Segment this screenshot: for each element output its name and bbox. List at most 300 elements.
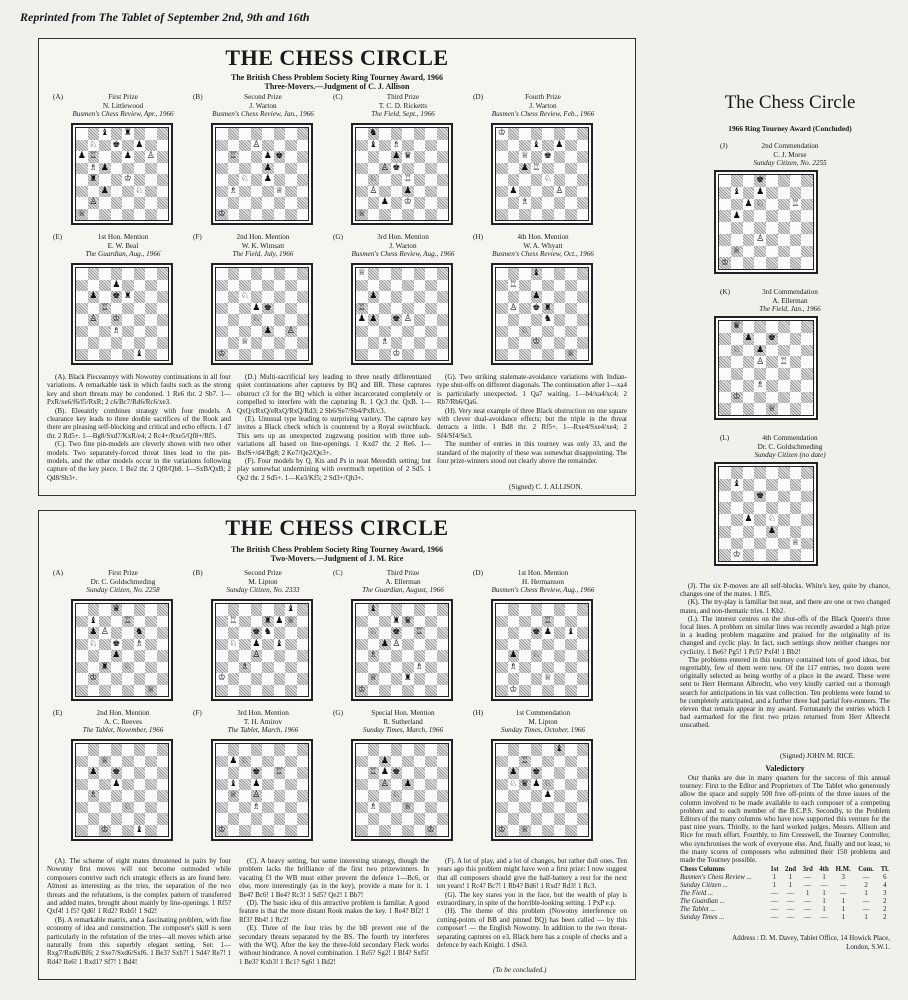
- board-square: [379, 349, 391, 361]
- board-square: [262, 662, 274, 674]
- board-square: [778, 199, 790, 211]
- chess-piece-icon: ♚: [392, 314, 401, 325]
- top-text-col2: (D.) Multi-sacrificial key leading to three neatly differentiated quiet continuations after captures by BQ and BR. These captures obstruct c3 for the BQ which is either incarcerated completely or compelled to interfere with the capturing R. 1 Qc3 thr. QxB. 1—QxQ/cRxQ/eRxQ/RxQ/Rd3; 2 Sb6/Se7/Sb4/PxR/c3. (E). Unusual type leading to surprising variety. The capture key invites a Black check which is countered by a Royal switchback. This sets up an unexpected zugzwang position with three sub-variations all based on line-openings. 1 Kxd7 thr. 2 Re6. 1—BxfS+/d4/Bg8; 2 Ke7/Qe2/Qe3+. (F). Four models by Q, Kts and Ps in neat Meredith setting; but play somewhat undermining with overmuch repetition of 2 Sd5. 1 Qe2 thr. 2 Sd5+. 1—Ke3/Kf5; 2 Sd3+/Qh3+.: [237, 373, 431, 482]
- board-square: [145, 650, 157, 662]
- board-square: [111, 767, 123, 779]
- chess-piece-icon: ♟: [263, 162, 272, 173]
- board-square: [425, 767, 437, 779]
- chess-piece-icon: ♘: [732, 344, 741, 355]
- board-square: [519, 314, 531, 326]
- board-square: [743, 210, 755, 222]
- chess-piece-icon: ♝: [566, 627, 575, 638]
- board-square: [766, 333, 778, 345]
- board-square: [157, 756, 169, 768]
- board-square: [216, 291, 228, 303]
- board-square: [554, 813, 566, 825]
- board-square: [145, 291, 157, 303]
- board-square: [88, 163, 100, 175]
- board-square: [801, 321, 813, 333]
- board-square: [531, 303, 543, 315]
- table-cell: 1: [864, 890, 868, 897]
- board-square: [88, 280, 100, 292]
- board-square: [134, 337, 146, 349]
- board-square: [285, 280, 297, 292]
- board-square: [134, 627, 146, 639]
- board-square: [577, 349, 589, 361]
- board-square: [297, 673, 309, 685]
- board-square: [356, 151, 368, 163]
- board-square: [285, 268, 297, 280]
- board-square: [145, 790, 157, 802]
- board-square: [577, 662, 589, 674]
- table-cell: 1: [822, 906, 826, 913]
- board-square: [496, 268, 508, 280]
- bottom-panel: [38, 510, 636, 980]
- board-square: [554, 291, 566, 303]
- chess-piece-icon: ♟: [756, 187, 765, 198]
- chess-piece-icon: ♕: [77, 208, 86, 219]
- board-square: [731, 246, 743, 258]
- board-square: [88, 767, 100, 779]
- board-square: [285, 685, 297, 697]
- board-square: [519, 604, 531, 616]
- board-square: [285, 140, 297, 152]
- chess-diagram: [351, 263, 453, 365]
- chess-piece-icon: ♘: [229, 638, 238, 649]
- board-square: [99, 326, 111, 338]
- chess-piece-icon: ♖: [229, 615, 238, 626]
- board-square: [297, 779, 309, 791]
- chess-piece-icon: ♖: [532, 162, 541, 173]
- board-square: [274, 303, 286, 315]
- table-cell: 1: [822, 874, 826, 881]
- chess-piece-icon: ♝: [135, 348, 144, 359]
- table-cell: 2: [883, 914, 887, 921]
- chess-piece-icon: ♖: [415, 627, 424, 638]
- board-square: [731, 549, 743, 561]
- board-square: [542, 291, 554, 303]
- board-square: [228, 337, 240, 349]
- board-square: [88, 639, 100, 651]
- board-square: [262, 349, 274, 361]
- chess-piece-icon: ♗: [89, 790, 98, 801]
- board-square: [519, 268, 531, 280]
- board-square: [790, 502, 802, 514]
- board-square: [76, 163, 88, 175]
- board-square: [379, 744, 391, 756]
- board-square: [425, 209, 437, 221]
- board-square: [577, 209, 589, 221]
- board-square: [766, 246, 778, 258]
- board-square: [508, 128, 520, 140]
- board-square: [554, 128, 566, 140]
- problem-award: 1st Hon. Mention: [97, 233, 149, 241]
- board-square: [391, 303, 403, 315]
- board-square: [76, 140, 88, 152]
- board-square: [99, 756, 111, 768]
- chess-diagram: [71, 599, 173, 701]
- board-square: [262, 303, 274, 315]
- board-square: [285, 326, 297, 338]
- board-square: [766, 356, 778, 368]
- chess-piece-icon: ♔: [532, 337, 541, 348]
- board-square: [145, 685, 157, 697]
- board-square: [425, 604, 437, 616]
- board-square: [356, 209, 368, 221]
- board-square: [731, 257, 743, 269]
- board-square: [391, 337, 403, 349]
- board-square: [391, 616, 403, 628]
- board-square: [99, 767, 111, 779]
- board-square: [76, 349, 88, 361]
- board-square: [297, 685, 309, 697]
- top-text-col3: (G). Two striking stalemate-avoidance variations with Indian-type shut-offs on different diagonals. The continuation after 1—xa4 is particularly unexpected. 1 Qa7 waiting. 1—b4/xa4/xc4; 2 Rb7/Rb6/Qa6. (H). Very neat example of three Black obstruction on one square with clever dual-avoidance effects; but the triple in the threat detracts a little. 1 Bd8 thr. 2 Rf5+. 1—Rxe4/Sxe4/xe4; 2 Sf4/Sf4/Se3. The number of entries in this tourney was only 33, and the standard of the majority of these was somewhat disappointing. The four prize-winners stood out clearly above the remainder.: [437, 373, 627, 466]
- table-cell: Sunday Times ...: [680, 914, 725, 921]
- chess-diagram: [71, 263, 173, 365]
- board-square: [531, 128, 543, 140]
- right-title: The Chess Circle: [724, 92, 856, 113]
- board-square: [496, 186, 508, 198]
- chess-piece-icon: ♘: [520, 325, 529, 336]
- board-square: [262, 779, 274, 791]
- chess-piece-icon: ♟: [520, 162, 529, 173]
- board-square: [122, 209, 134, 221]
- board-square: [508, 802, 520, 814]
- board-square: [379, 197, 391, 209]
- chess-piece-icon: ♝: [229, 778, 238, 789]
- board-square: [437, 744, 449, 756]
- board-square: [554, 174, 566, 186]
- board-square: [577, 140, 589, 152]
- table-cell: 1: [806, 890, 810, 897]
- board-square: [790, 257, 802, 269]
- board-square: [402, 744, 414, 756]
- board-square: [379, 337, 391, 349]
- board-square: [754, 333, 766, 345]
- problem-award: 3rd Commendation: [762, 288, 818, 296]
- board-square: [379, 604, 391, 616]
- board-square: [719, 467, 731, 479]
- board-square: [122, 326, 134, 338]
- board-square: [228, 825, 240, 837]
- board-square: [743, 222, 755, 234]
- board-square: [122, 197, 134, 209]
- board-square: [577, 744, 589, 756]
- board-square: [391, 151, 403, 163]
- board-square: [496, 662, 508, 674]
- chess-piece-icon: ♖: [543, 615, 552, 626]
- board-square: [743, 321, 755, 333]
- problem-composer: Dr. C. Goldschmeding: [90, 577, 156, 586]
- board-square: [743, 234, 755, 246]
- board-square: [565, 174, 577, 186]
- board-square: [76, 337, 88, 349]
- board-square: [402, 280, 414, 292]
- board-square: [145, 163, 157, 175]
- table-cell: Busmen's Chess Review ...: [680, 874, 752, 881]
- board-square: [251, 174, 263, 186]
- board-square: [285, 756, 297, 768]
- board-square: [228, 186, 240, 198]
- chess-piece-icon: ♖: [357, 302, 366, 313]
- board-square: [122, 825, 134, 837]
- board-square: [790, 526, 802, 538]
- board-square: [731, 210, 743, 222]
- problem-composer: A. C. Reeves: [104, 717, 142, 726]
- board-square: [356, 767, 368, 779]
- board-square: [134, 779, 146, 791]
- board-square: [251, 337, 263, 349]
- board-square: [76, 151, 88, 163]
- board-square: [356, 685, 368, 697]
- board-square: [157, 291, 169, 303]
- board-square: [402, 291, 414, 303]
- board-square: [134, 209, 146, 221]
- board-square: [99, 627, 111, 639]
- board-square: [379, 767, 391, 779]
- board-square: [368, 128, 380, 140]
- board-square: [790, 479, 802, 491]
- board-square: [99, 349, 111, 361]
- board-square: [76, 767, 88, 779]
- board-square: [262, 650, 274, 662]
- board-square: [414, 790, 426, 802]
- board-square: [88, 197, 100, 209]
- board-square: [391, 650, 403, 662]
- board-square: [274, 744, 286, 756]
- board-square: [251, 650, 263, 662]
- board-square: [542, 326, 554, 338]
- chess-diagram: [71, 123, 173, 225]
- reprint-header: Reprinted from The Tablet of September 2nd, 9th and 16th: [20, 10, 310, 24]
- board-square: [356, 650, 368, 662]
- board-square: [414, 639, 426, 651]
- board-square: [228, 303, 240, 315]
- board-square: [239, 802, 251, 814]
- board-square: [216, 186, 228, 198]
- board-square: [554, 163, 566, 175]
- chess-piece-icon: ♟: [252, 302, 261, 313]
- board-square: [496, 779, 508, 791]
- board-square: [743, 538, 755, 550]
- board-square: [496, 174, 508, 186]
- board-square: [731, 467, 743, 479]
- board-square: [519, 326, 531, 338]
- board-square: [766, 199, 778, 211]
- board-square: [368, 802, 380, 814]
- board-square: [565, 673, 577, 685]
- board-square: [496, 685, 508, 697]
- board-square: [577, 779, 589, 791]
- board-square: [391, 685, 403, 697]
- board-square: [554, 604, 566, 616]
- board-square: [778, 526, 790, 538]
- board-square: [565, 349, 577, 361]
- board-square: [251, 616, 263, 628]
- problem-caption: [720, 288, 860, 314]
- board-square: [88, 291, 100, 303]
- problem-award: 3rd Hon. Mention: [237, 709, 289, 717]
- table-cell: 1: [841, 914, 845, 921]
- problem-composer: N. Littlewood: [102, 101, 144, 110]
- board-square: [157, 767, 169, 779]
- board-square: [754, 234, 766, 246]
- board-square: [542, 280, 554, 292]
- board-square: [76, 209, 88, 221]
- board-square: [391, 291, 403, 303]
- board-square: [368, 209, 380, 221]
- board-square: [414, 673, 426, 685]
- board-square: [285, 813, 297, 825]
- problem-award: 2nd Hon. Mention: [96, 709, 150, 717]
- board-square: [368, 673, 380, 685]
- board-square: [145, 604, 157, 616]
- board-square: [145, 825, 157, 837]
- board-square: [274, 767, 286, 779]
- board-square: [145, 673, 157, 685]
- board-square: [76, 174, 88, 186]
- board-square: [134, 673, 146, 685]
- board-square: [368, 291, 380, 303]
- board-square: [414, 140, 426, 152]
- board-square: [519, 825, 531, 837]
- board-square: [134, 756, 146, 768]
- chess-piece-icon: ♘: [252, 314, 261, 325]
- board-square: [531, 314, 543, 326]
- board-square: [111, 140, 123, 152]
- board-square: [76, 779, 88, 791]
- chess-diagram: [351, 739, 453, 841]
- board-square: [743, 467, 755, 479]
- table-cell: —: [862, 906, 870, 913]
- chess-piece-icon: ♔: [426, 824, 435, 835]
- board-square: [99, 639, 111, 651]
- chess-piece-icon: ♟: [89, 627, 98, 638]
- board-square: [262, 639, 274, 651]
- problem-source: Busmen's Chess Review, Aug., 1966: [351, 250, 455, 259]
- board-square: [565, 291, 577, 303]
- board-square: [519, 163, 531, 175]
- board-square: [508, 186, 520, 198]
- board-square: [145, 802, 157, 814]
- board-square: [496, 767, 508, 779]
- board-square: [565, 662, 577, 674]
- board-square: [565, 280, 577, 292]
- board-square: [122, 685, 134, 697]
- board-square: [379, 128, 391, 140]
- board-square: [111, 779, 123, 791]
- board-square: [368, 813, 380, 825]
- chess-piece-icon: ♚: [252, 767, 261, 778]
- board-square: [508, 639, 520, 651]
- board-square: [99, 802, 111, 814]
- board-square: [565, 604, 577, 616]
- board-square: [239, 744, 251, 756]
- board-square: [356, 673, 368, 685]
- board-square: [519, 280, 531, 292]
- chess-piece-icon: ♝: [286, 604, 295, 615]
- board-square: [496, 825, 508, 837]
- board-square: [111, 337, 123, 349]
- chess-diagram: [211, 263, 313, 365]
- problem-source: The Guardian, Aug., 1966: [85, 250, 161, 259]
- board-square: [274, 291, 286, 303]
- board-square: [274, 650, 286, 662]
- board-square: [743, 380, 755, 392]
- board-square: [542, 825, 554, 837]
- problem-composer: Dr. C. Goldschmeding: [757, 442, 823, 451]
- board-square: [754, 368, 766, 380]
- board-square: [297, 650, 309, 662]
- board-square: [251, 291, 263, 303]
- board-square: [76, 280, 88, 292]
- chess-piece-icon: ♔: [497, 128, 506, 139]
- board-square: [111, 744, 123, 756]
- chess-diagram: [714, 462, 818, 566]
- board-square: [577, 627, 589, 639]
- right-notes: (J). The six P-moves are all self-blocks. White's key, quite by chance, changes one of the mates. 1 Rf5. (K). The try-play is familiar but neat, and there are one or two changed mates, and non-thematic tries. 1 Kb2. (L). The interest centres on the shut-offs of the Black Queen's three focal lines. A problem on similar lines was recently awarded a high prize in a leading problem magazine and praised for the originality of its changed and cyclic play. In fact, such settings show neither changes nor cyclicity. 1 Be6? Pg5! 1 Pc5? Pxf4! 1 Bb2! The problems entered in this tourney contained lots of good ideas, but regrettably, few of them were new. Of the 117 entries, two dozen were originally selected as being worthy of a place in the award. These were sent to Herr Hermann Albrecht, who very kindly carried out a thorough search for anticipations in his vast collection. Ten problems were found to be completely anticipated, and a further three had partial fore-runners. The eleven that remain appear in my award. Fortunately the entries which I had earmarked for the first two prizes returned from Herr Albrecht unscathed.: [680, 582, 890, 730]
- bottom-subtitle-2: Two-Movers.—Judgment of J. M. Rice: [270, 554, 404, 563]
- chess-piece-icon: ♕: [767, 403, 776, 414]
- board-square: [297, 662, 309, 674]
- top-subtitle-2: Three-Movers.—Judgment of C. J. Allison: [264, 82, 410, 91]
- board-square: [368, 280, 380, 292]
- board-square: [801, 514, 813, 526]
- board-square: [542, 662, 554, 674]
- board-square: [391, 604, 403, 616]
- board-square: [790, 187, 802, 199]
- board-square: [414, 151, 426, 163]
- chess-piece-icon: ♜: [263, 615, 272, 626]
- board-square: [801, 210, 813, 222]
- board-square: [379, 779, 391, 791]
- chess-piece-icon: ♟: [744, 198, 753, 209]
- board-square: [565, 186, 577, 198]
- board-square: [285, 163, 297, 175]
- chess-piece-icon: ♗: [520, 197, 529, 208]
- board-square: [519, 673, 531, 685]
- board-square: [577, 802, 589, 814]
- chess-piece-icon: ♙: [509, 302, 518, 313]
- bottom-text-col2: (C). A heavy setting, but some interesting strategy, though the problem lacks the brilliance of the first two prizewinners. In vacating f3 the WB must either prevent the defence 1—Bc6, or else, more interestingly (as in the key), provide a mate for it. 1 Be4? Bc6! 1 Be4? Rc3! 1 Sd5? Qe2! 1 Bb7! (D). The basic idea of this attractive problem is familiar. A good feature is that the more distant Rook makes the key. 1 Re4? Bf2! 1 Rf3? Bb4! 1 Rc2! (E). Three of the four tries by the bB prevent one of the secondary threats separated by the BS. The fourth try interferes with the WQ. After the key the three-fold secondary Fleck works without hindrance. A novel combination. 1 Re5? Sg2! 1 Bf4? Sxf5! 1 Be3? Kxh3! 1 Bc1? Sg6! 1 Bd2!: [239, 857, 429, 966]
- board-square: [425, 790, 437, 802]
- board-square: [297, 639, 309, 651]
- board-square: [379, 326, 391, 338]
- board-square: [542, 151, 554, 163]
- board-square: [122, 314, 134, 326]
- board-square: [565, 163, 577, 175]
- board-square: [76, 756, 88, 768]
- chess-piece-icon: ♟: [100, 162, 109, 173]
- board-square: [262, 604, 274, 616]
- board-square: [379, 303, 391, 315]
- board-square: [216, 779, 228, 791]
- board-square: [801, 549, 813, 561]
- board-square: [754, 526, 766, 538]
- board-square: [565, 303, 577, 315]
- chess-piece-icon: ♝: [555, 744, 564, 755]
- board-square: [425, 802, 437, 814]
- board-square: [778, 222, 790, 234]
- board-square: [754, 392, 766, 404]
- board-square: [111, 349, 123, 361]
- board-square: [531, 291, 543, 303]
- board-square: [76, 128, 88, 140]
- board-square: [368, 604, 380, 616]
- board-square: [157, 802, 169, 814]
- board-square: [262, 163, 274, 175]
- board-square: [122, 813, 134, 825]
